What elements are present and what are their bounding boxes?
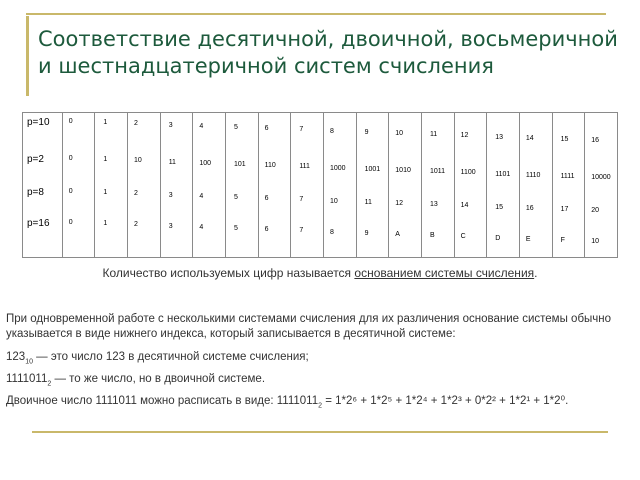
paragraph-binary [6,372,631,391]
table-cell: 6 [264,125,269,133]
table-cell: 1011 [429,168,445,176]
table-cell: 16 [525,204,534,212]
table-cell: 14 [460,202,469,210]
table-cell: 11 [429,131,438,139]
table-column [585,113,618,258]
table-cell: 7 [299,227,304,235]
table-cell: 14 [525,134,534,142]
expansion-text: Двоичное число 1111011 можно расписать в виде: 1111011 [6,395,319,407]
table-column [226,113,259,258]
table-cell: 1110 [525,171,541,179]
table-cell: 3 [168,121,173,129]
table-cell: 1010 [395,167,411,174]
table-cell: 9 [364,229,369,237]
table-column [552,113,585,258]
table-cell: 5 [234,124,238,131]
table-cell: 0 [68,188,73,195]
binary-number: 1111011 [6,373,48,385]
table-cell: 11 [364,198,372,206]
row-label: p=10 [27,117,50,128]
table-cell: 1 [103,189,108,197]
base-caption [0,266,640,280]
table-column [487,113,520,258]
row-label: p=2 [27,154,44,165]
table-cell: 5 [234,225,238,232]
bottom-accent-line [32,431,608,433]
row-label: p=16 [27,218,50,229]
table-cell: 111 [299,163,310,171]
base-link[interactable]: основанием системы счисления [354,266,535,280]
left-accent-line [26,16,29,96]
paragraph-expansion [6,394,631,413]
table-cell: 8 [329,127,334,135]
caption-text: Количество используемых цифр называется [102,266,355,280]
table-cell: 10 [134,157,142,165]
table-cell: A [395,231,400,238]
table-cell: 10 [329,197,338,205]
table-cell: F [560,237,565,244]
table-cell: 11 [168,158,176,166]
table-cell: 1000 [329,164,346,172]
table-column [95,113,128,258]
table-cell: 15 [495,203,504,211]
table-cell: 2 [134,190,138,198]
table-cell: 0 [68,155,73,162]
table-cell: 10000 [591,174,611,182]
expansion-base: 2 [318,402,323,410]
table-cell: 3 [168,191,173,199]
binary-desc: — то же число, но в двоичной системе. [51,373,266,385]
table-cell: D [495,234,501,242]
slide-title: Соответствие десятичной, двоичной, восьмеричной и шестнадцатеричной систем счисления [38,27,618,78]
table-cell: 17 [560,206,569,213]
table-cell: 6 [264,195,269,203]
table-cell: 15 [560,136,569,143]
table-cell: 101 [234,161,246,168]
table-cell: 10 [395,130,404,137]
table-cell: 2 [134,221,138,229]
table-cell: 12 [460,132,469,140]
table-cell: 7 [299,196,304,204]
table-cell: 10 [591,238,600,246]
table-cell: 3 [168,222,173,230]
table-cell: 1100 [460,169,476,177]
table-cell: 13 [495,133,504,141]
row-label: p=8 [27,187,44,198]
decimal-number: 123 [6,351,26,363]
table-cell: 8 [329,228,334,236]
table-column [454,113,487,258]
paragraph-decimal [6,350,631,369]
table-cell: 1 [103,220,108,228]
table-cell: 1001 [364,165,381,173]
table-cell: 4 [199,223,204,231]
table-cell: 7 [299,126,304,134]
caption-end: . [534,266,538,280]
table-column [62,113,95,258]
table-cell: 1101 [495,170,511,178]
table-cell: 100 [199,159,212,167]
table-cell: 0 [68,219,73,226]
decimal-base: 10 [25,358,33,366]
binary-base: 2 [47,380,52,388]
table-column [356,113,389,258]
table-cell: 110 [264,162,276,170]
expansion-expr: = 1*2⁶ + 1*2⁵ + 1*2⁴ + 1*2³ + 0*2² + 1*2¹ + 1*2⁰. [322,395,569,407]
table-cell: 1111 [560,173,575,180]
table-cell: 5 [234,194,238,201]
top-accent-line [26,13,606,15]
table-cell: B [429,232,435,240]
table-column [258,113,291,258]
table-cell: 12 [395,200,404,207]
table-cell: 4 [199,122,204,130]
table-column [389,113,422,258]
table-cell: 20 [591,207,600,215]
table-column [323,113,356,258]
table-cell: 9 [364,128,369,136]
table-cell: 2 [134,120,138,128]
table-cell: 1 [103,119,108,127]
table-cell: 4 [199,192,204,200]
table-cell: 1 [103,156,108,164]
table-cell: 6 [264,226,269,234]
paragraph-intro: При одновременной работе с несколькими системами счисления для их различения основание системы обычно указывается в виде нижнего индекса, который записывается в десятичной системе: [6,313,612,340]
table-cell: 13 [429,201,438,209]
table-cell: C [460,233,466,241]
table-column [291,113,324,258]
table-column [421,113,454,258]
number-systems-table [22,112,618,258]
table-column [519,113,552,258]
decimal-desc: — это число 123 в десятичной системе счисления; [32,351,309,363]
table-cell: E [525,235,531,243]
table-column [193,113,226,258]
row-label-column [23,113,63,258]
table-column [160,113,193,258]
table-column [128,113,161,258]
table-cell: 16 [591,137,600,145]
table-cell: 0 [68,118,73,125]
